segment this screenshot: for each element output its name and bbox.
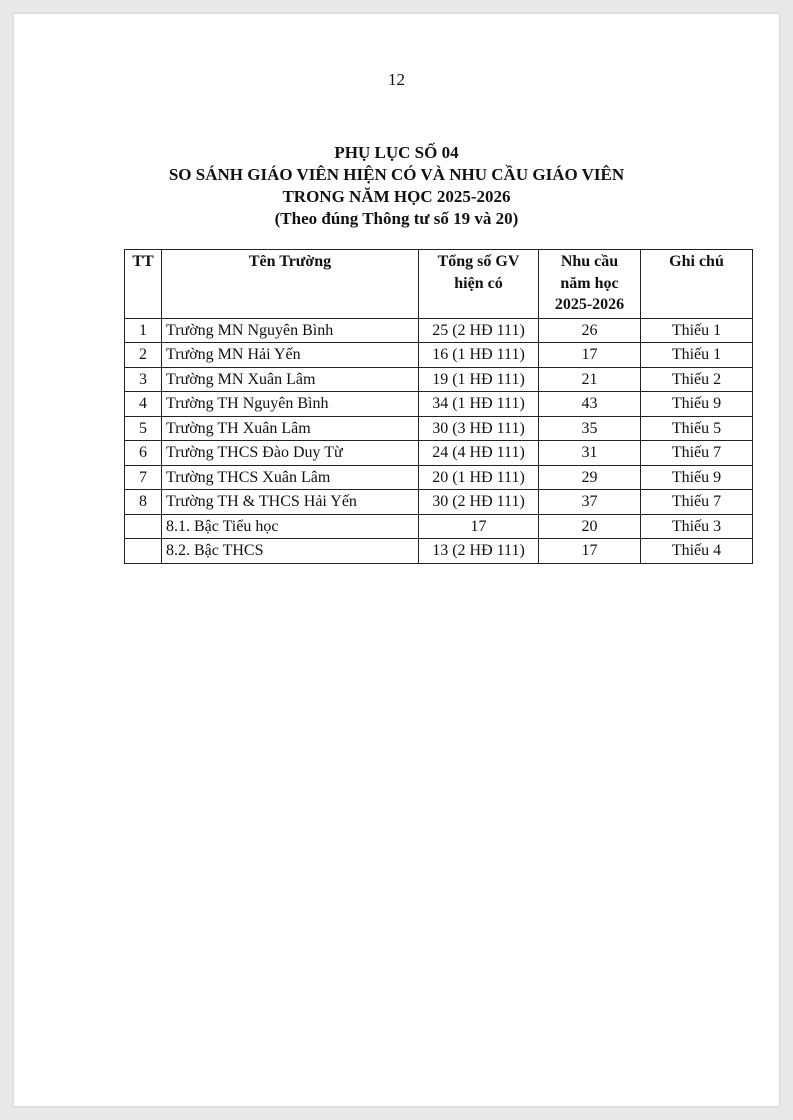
cell-notes: Thiếu 5	[641, 416, 753, 441]
cell-school-name: 8.2. Bậc THCS	[162, 539, 419, 564]
table-row	[125, 441, 753, 466]
header-notes: Ghi chú	[641, 250, 753, 319]
cell-notes: Thiếu 7	[641, 490, 753, 515]
cell-tt: 2	[125, 343, 162, 368]
cell-demand: 21	[539, 367, 641, 392]
cell-demand: 17	[539, 343, 641, 368]
cell-school-name: Trường TH Xuân Lâm	[162, 416, 419, 441]
header-demand-line1: Nhu cầu	[560, 253, 619, 270]
header-current-teachers-line1: Tổng số GV	[437, 253, 520, 270]
cell-tt: 7	[125, 465, 162, 490]
heading-subject: SO SÁNH GIÁO VIÊN HIỆN CÓ VÀ NHU CẦU GIÁO VIÊN	[168, 165, 625, 184]
cell-school-name: Trường MN Hải Yến	[162, 343, 419, 368]
header-tt: TT	[125, 250, 162, 319]
table-header-row	[125, 250, 753, 319]
cell-tt: 4	[125, 392, 162, 417]
cell-demand: 20	[539, 514, 641, 539]
header-demand	[539, 250, 641, 319]
cell-notes: Thiếu 3	[641, 514, 753, 539]
cell-notes: Thiếu 1	[641, 343, 753, 368]
cell-demand: 26	[539, 318, 641, 343]
cell-notes: Thiếu 9	[641, 465, 753, 490]
cell-tt	[125, 514, 162, 539]
cell-demand: 35	[539, 416, 641, 441]
cell-current-teachers: 20 (1 HĐ 111)	[419, 465, 539, 490]
table-row	[125, 539, 753, 564]
table-row	[125, 318, 753, 343]
cell-current-teachers: 25 (2 HĐ 111)	[419, 318, 539, 343]
cell-notes: Thiếu 9	[641, 392, 753, 417]
cell-current-teachers: 34 (1 HĐ 111)	[419, 392, 539, 417]
table-row	[125, 343, 753, 368]
heading-school-year: TRONG NĂM HỌC 2025-2026	[282, 187, 511, 206]
cell-current-teachers: 13 (2 HĐ 111)	[419, 539, 539, 564]
cell-notes: Thiếu 1	[641, 318, 753, 343]
table-row	[125, 465, 753, 490]
cell-tt: 6	[125, 441, 162, 466]
table-row	[125, 392, 753, 417]
cell-notes: Thiếu 2	[641, 367, 753, 392]
cell-school-name: Trường MN Nguyên Bình	[162, 318, 419, 343]
table-row	[125, 367, 753, 392]
cell-demand: 17	[539, 539, 641, 564]
cell-demand: 43	[539, 392, 641, 417]
cell-tt: 8	[125, 490, 162, 515]
header-demand-line3: 2025-2026	[554, 296, 625, 313]
heading-regulation-note: (Theo đúng Thông tư số 19 và 20)	[274, 209, 519, 228]
header-current-teachers	[419, 250, 539, 319]
cell-demand: 31	[539, 441, 641, 466]
page-number: 12	[388, 70, 405, 89]
cell-notes: Thiếu 4	[641, 539, 753, 564]
cell-school-name: Trường MN Xuân Lâm	[162, 367, 419, 392]
cell-school-name: Trường THCS Đào Duy Từ	[162, 441, 419, 466]
table-row	[125, 416, 753, 441]
cell-school-name: Trường TH Nguyên Bình	[162, 392, 419, 417]
cell-current-teachers: 19 (1 HĐ 111)	[419, 367, 539, 392]
cell-current-teachers: 30 (3 HĐ 111)	[419, 416, 539, 441]
table-row	[125, 514, 753, 539]
cell-current-teachers: 17	[419, 514, 539, 539]
document-page	[14, 14, 779, 1106]
heading-appendix-title: PHỤ LỤC SỐ 04	[334, 143, 459, 162]
cell-school-name: Trường THCS Xuân Lâm	[162, 465, 419, 490]
cell-tt	[125, 539, 162, 564]
header-school-name: Tên Trường	[162, 250, 419, 319]
cell-tt: 3	[125, 367, 162, 392]
cell-current-teachers: 16 (1 HĐ 111)	[419, 343, 539, 368]
teacher-comparison-table	[124, 249, 753, 564]
cell-current-teachers: 30 (2 HĐ 111)	[419, 490, 539, 515]
cell-current-teachers: 24 (4 HĐ 111)	[419, 441, 539, 466]
cell-tt: 5	[125, 416, 162, 441]
cell-demand: 37	[539, 490, 641, 515]
cell-tt: 1	[125, 318, 162, 343]
cell-demand: 29	[539, 465, 641, 490]
cell-school-name: 8.1. Bậc Tiểu học	[162, 514, 419, 539]
header-demand-line2: năm học	[560, 274, 619, 292]
cell-notes: Thiếu 7	[641, 441, 753, 466]
document-heading	[14, 142, 779, 230]
header-current-teachers-line2: hiện có	[454, 274, 503, 292]
table-row	[125, 490, 753, 515]
cell-school-name: Trường TH & THCS Hải Yến	[162, 490, 419, 515]
